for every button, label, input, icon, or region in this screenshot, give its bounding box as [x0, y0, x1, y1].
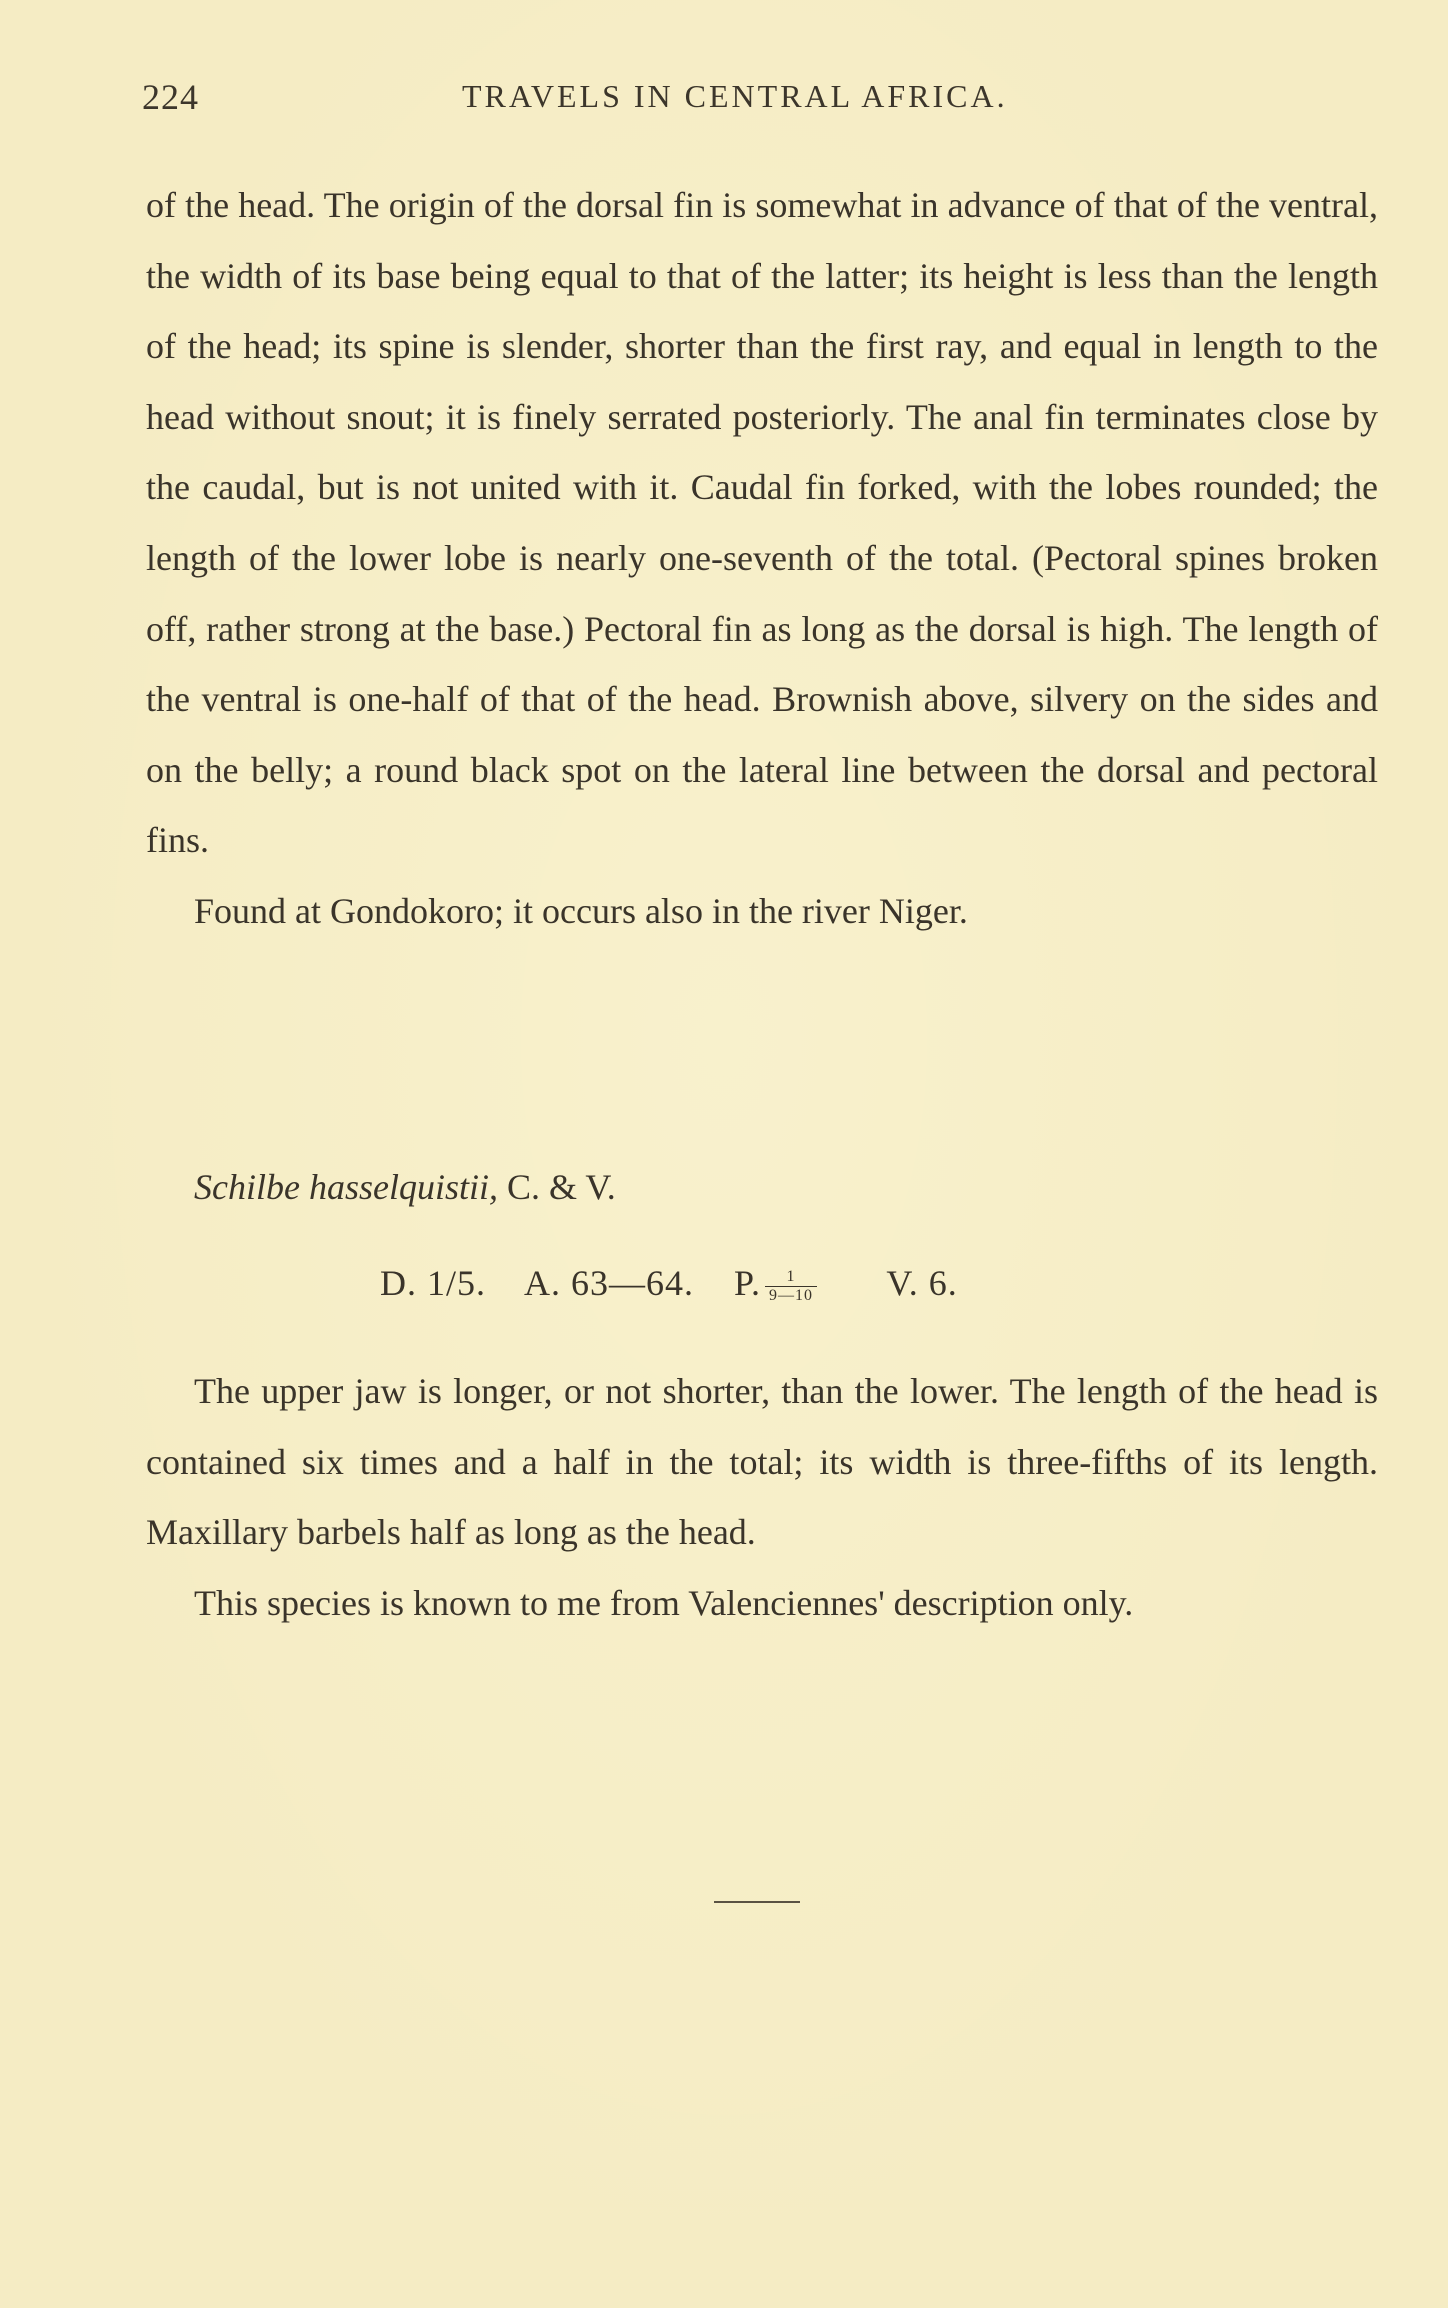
body-text-section-1	[146, 170, 1378, 947]
section-end-rule	[714, 1901, 800, 1903]
formula-pectoral-fraction	[765, 1268, 847, 1305]
paragraph-description: The upper jaw is longer, or not shorter, than the lower. The length of the head is contained six times and a half in the total; its width is three-fifths of its length. Maxillary barbels half as long as the head.	[146, 1371, 1378, 1553]
paragraph-source-note: This species is known to me from Valenciennes' description only.	[194, 1582, 1134, 1623]
formula-ventral: V. 6.	[886, 1263, 958, 1303]
running-head: TRAVELS IN CENTRAL AFRICA.	[462, 78, 1008, 114]
fin-ray-formula	[380, 1262, 988, 1305]
paragraph-continued-description: of the head. The origin of the dorsal fin is somewhat in advance of that of the ventral, the width of its base being equal to that of the latter; its height is less than the length of the head; its spine is slender, shorter than the first ray, and equal in length to the head without snout; it is finely serrated posteriorly. The anal fin terminates close by the caudal, but is not united with it. Caudal fin forked, with the lobes rounded; the length of the lower lobe is nearly one-seventh of the total. (Pectoral spines broken off, rather strong at the base.) Pectoral fin as long as the dorsal is high. The length of the ventral is one-half of that of the head. Brownish above, silvery on the sides and on the belly; a round black spot on the lateral line between the dorsal and pectoral fins.	[146, 185, 1378, 861]
page-header	[142, 70, 1382, 130]
paragraph-locality: Found at Gondokoro; it occurs also in the river Niger.	[194, 890, 968, 931]
pectoral-numerator: 1	[765, 1268, 817, 1287]
pectoral-denominator: 9—10	[769, 1287, 814, 1305]
species-name: Schilbe hasselquistii,	[194, 1167, 498, 1207]
formula-dorsal: D. 1/5.	[380, 1263, 486, 1303]
page-number: 224	[142, 77, 199, 117]
formula-pectoral-label: P.	[734, 1263, 762, 1303]
formula-anal: A. 63—64.	[524, 1263, 695, 1303]
species-authority: C. & V.	[506, 1167, 616, 1207]
body-text-section-2	[146, 1356, 1378, 1638]
species-heading	[194, 1166, 616, 1208]
